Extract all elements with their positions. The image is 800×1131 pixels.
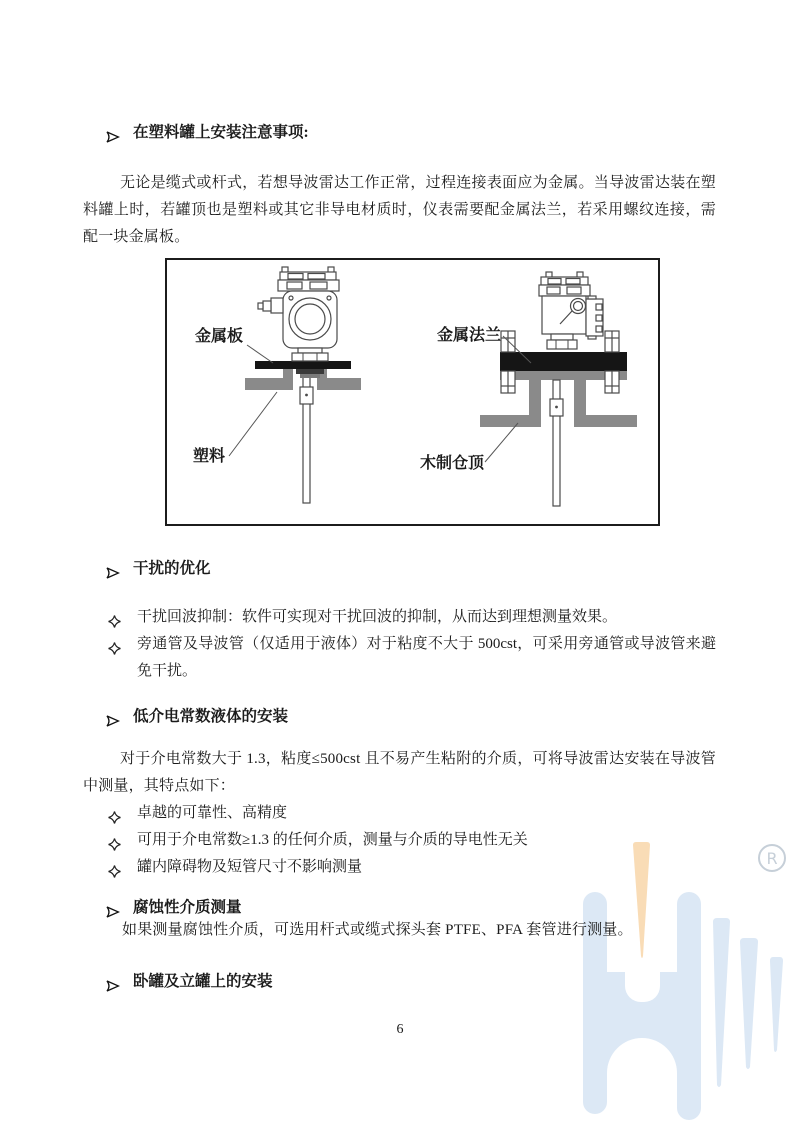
leader-plastic <box>229 392 277 456</box>
installation-figure <box>165 258 660 526</box>
list-item-text: 可用于介电常数≥1.3 的任何介质，测量与介质的导电性无关 <box>137 832 528 848</box>
heading-text: 腐蚀性介质测量 <box>133 899 242 916</box>
list-item <box>83 827 716 854</box>
list-item-text: 旁通管及导波管（仅适用于液体）对于粘度不大于 500cst，可采用旁通管或导波管来避免干扰。 <box>137 636 716 679</box>
probe-rod-right <box>550 380 563 506</box>
transmitter-left <box>258 267 339 361</box>
label-metal-flange: 金属法兰 <box>437 325 502 344</box>
plastic-tank-paragraph: 无论是缆式或杆式，若想导波雷达工作正常，过程连接表面应为金属。当导波雷达装在塑料罐上时，若罐顶也是塑料或其它非导电材质时，仪表需要配金属法兰，若采用螺纹连接，需配一块金属板。 <box>83 175 716 245</box>
list-item-text: 干扰回波抑制：软件可实现对干扰回波的抑制，从而达到理想测量效果。 <box>137 609 618 625</box>
diamond-bullet-icon <box>108 807 121 820</box>
leader-wooden-roof <box>485 423 518 462</box>
interference-list <box>83 604 716 685</box>
arrow-bullet-icon <box>106 902 120 914</box>
low-dielectric-list <box>83 800 716 881</box>
heading-text: 卧罐及立罐上的安装 <box>133 973 273 990</box>
diamond-bullet-icon <box>108 834 121 847</box>
arrow-bullet-icon <box>106 563 120 575</box>
label-plastic: 塑料 <box>193 446 226 465</box>
list-item <box>83 854 716 881</box>
page-number: 6 <box>396 1022 404 1037</box>
metal-flange-shape <box>500 352 627 371</box>
heading-text: 低介电常数液体的安装 <box>133 708 289 725</box>
list-item-text: 罐内障碍物及短管尺寸不影响测量 <box>137 859 363 875</box>
arrow-bullet-icon <box>106 127 120 139</box>
corrosive-paragraph: 如果测量腐蚀性介质，可选用杆式或缆式探头套 PTFE、PFA 套管进行测量。 <box>122 922 633 938</box>
probe-rod-left <box>300 373 313 503</box>
diamond-bullet-icon <box>108 638 121 651</box>
section-heading-interference <box>83 557 723 581</box>
heading-text: 干扰的优化 <box>133 560 211 577</box>
diamond-bullet-icon <box>108 861 121 874</box>
diamond-bullet-icon <box>108 611 121 624</box>
metal-plate-shape <box>255 361 351 369</box>
label-metal-plate: 金属板 <box>195 326 244 345</box>
list-item <box>83 631 716 685</box>
list-item <box>83 800 716 827</box>
section-heading-plastic-tank <box>83 121 723 145</box>
section-heading-low-dielectric <box>83 705 723 729</box>
arrow-bullet-icon <box>106 711 120 723</box>
installation-diagram <box>167 260 658 524</box>
leader-metal-plate <box>247 345 273 363</box>
label-wooden-roof: 木制仓顶 <box>420 453 485 472</box>
list-item <box>83 604 716 631</box>
transmitter-right <box>539 272 603 349</box>
heading-text: 在塑料罐上安装注意事项: <box>133 124 309 141</box>
arrow-bullet-icon <box>106 976 120 988</box>
low-dielectric-paragraph: 对于介电常数大于 1.3，粘度≤500cst 且不易产生粘附的介质，可将导波雷达安装在导波管中测量，其特点如下： <box>83 751 716 794</box>
section-heading-tank-install <box>83 970 723 994</box>
list-item-text: 卓越的可靠性、高精度 <box>137 805 288 821</box>
registered-trademark-icon <box>759 845 785 871</box>
svg-text:R: R <box>766 849 778 868</box>
